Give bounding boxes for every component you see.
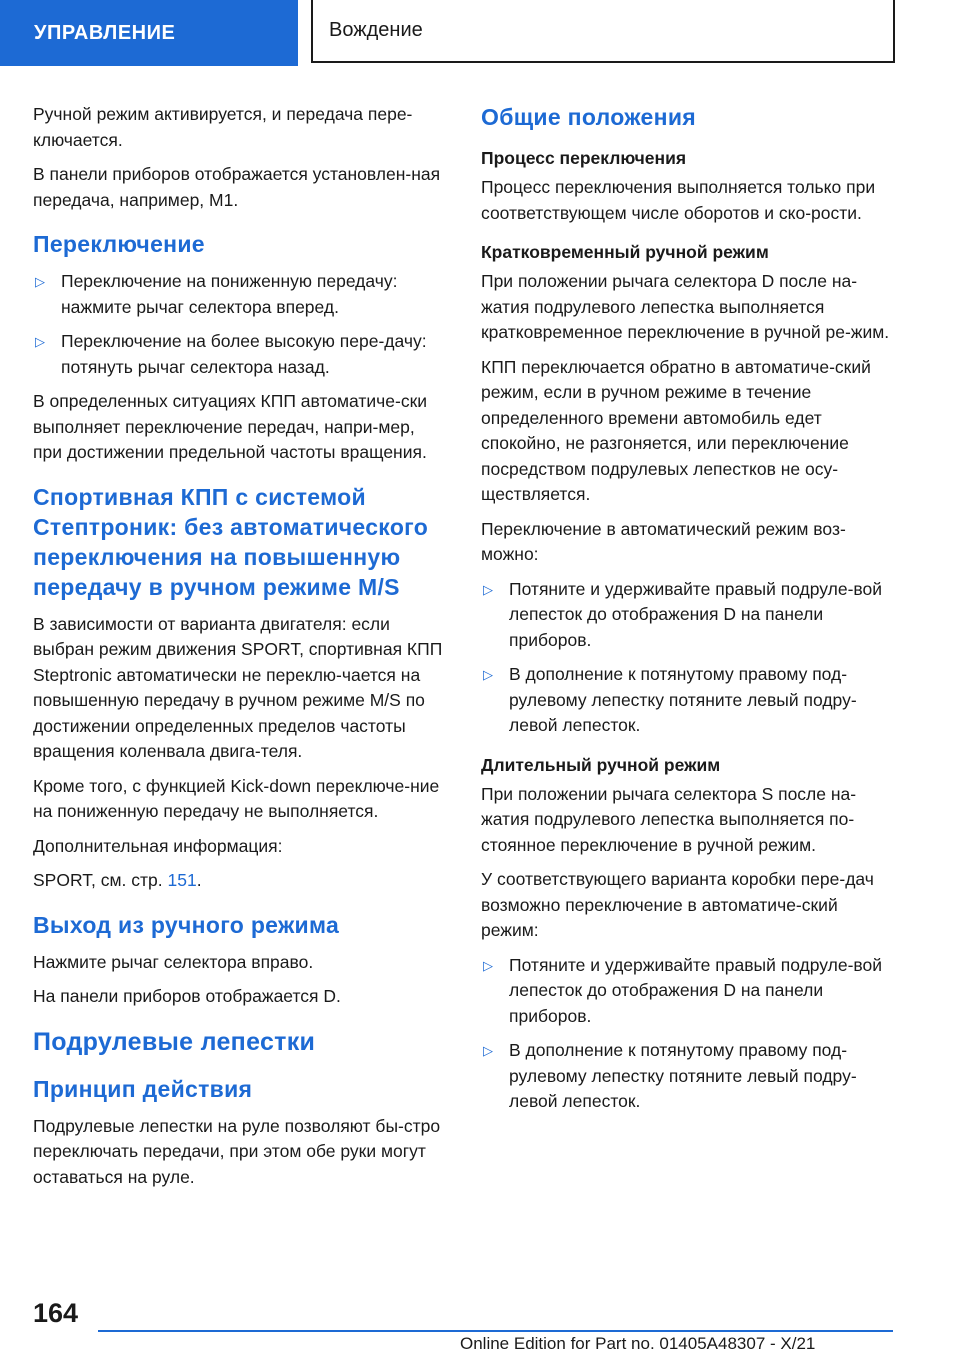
list-item: ▷ Потяните и удерживайте правый подруле-вой лепесток до отображения D на панели приборов. <box>483 954 883 1026</box>
section-title: УПРАВЛЕНИЕ <box>34 21 176 44</box>
left-column <box>33 100 443 1199</box>
paragraph: Переключение в автоматический режим воз-можно: <box>481 518 846 564</box>
triangle-bullet-icon: ▷ <box>483 581 493 597</box>
subheading-long-manual: Длительный ручной режим <box>481 754 721 775</box>
footer-edition: Online Edition for Part no. 01405A48307 - X/21 <box>460 1334 816 1353</box>
paragraph: КПП переключается обратно в автоматиче-ский режим, если в ручном режиме в течение определенного времени автомобиль едет спокойно, не разгоняется, или переключение посредством подрулевых лепестков не осу-ществляется. <box>481 356 871 504</box>
cross-reference: SPORT, см. стр. 151. <box>33 870 202 890</box>
subheading-process: Процесс переключения <box>481 148 687 168</box>
paragraph: Дополнительная информация: <box>33 835 283 856</box>
bullet-list <box>33 269 443 380</box>
triangle-bullet-icon: ▷ <box>483 1043 493 1058</box>
heading-exit: Выход из ручного режима <box>33 911 340 938</box>
page-number: 164 <box>33 1298 79 1328</box>
list-item: ▷ В дополнение к потянутому правому под-рулевому лепестку потяните левый подру-левой лепесток. <box>483 664 857 735</box>
list-item: ▷ Переключение на более высокую пере-дачу: потянуть рычаг селектора назад. <box>35 331 427 377</box>
list-item: ▷ Потяните и удерживайте правый подруле-вой лепесток до отображения D на панели приборов. <box>483 578 883 650</box>
right-column <box>481 100 891 1124</box>
paragraph: Процесс переключения выполняется только при соответствующем числе оборотов и ско-рости. <box>481 177 876 223</box>
paragraph: Подрулевые лепестки на руле позволяют бы-стро переключать передачи, при этом обе руки могут оставаться на руле. <box>33 1115 441 1187</box>
chapter-tab <box>311 0 895 63</box>
paragraph: На панели приборов отображается D. <box>33 986 341 1006</box>
footer-divider <box>98 1330 893 1332</box>
page-link[interactable]: 151 <box>167 870 197 890</box>
heading-switch: Переключение <box>33 231 205 257</box>
list-item: ▷ Переключение на пониженную передачу: нажмите рычаг селектора вперед. <box>35 271 398 317</box>
triangle-bullet-icon: ▷ <box>483 957 493 973</box>
paragraph: Нажмите рычаг селектора вправо. <box>33 951 314 972</box>
list-item: ▷ В дополнение к потянутому правому под-рулевому лепестку потяните левый подру-левой лепесток. <box>483 1040 857 1111</box>
paragraph: В зависимости от варианта двигателя: если выбран режим движения SPORT, спортивная КПП Steptronic автоматически не переклю-чается на повышенную передачу в ручном режиме M/S по достижении определенных пределов частоты вращения коленвала двига-теля. <box>33 613 443 761</box>
heading-sport: Спортивная КПП с системой Стептроник: без автоматического переключения на повышенную передачу в ручном режиме M/S <box>33 483 429 600</box>
bullet-list <box>481 953 891 1115</box>
chapter-title: Вождение <box>329 19 423 41</box>
heading-paddles: Подрулевые лепестки <box>33 1027 316 1056</box>
paragraph: Ручной режим активируется, и передача пере-ключается. <box>33 104 413 150</box>
paragraph: У соответствующего варианта коробки пере-дач возможно переключение в автоматиче-ский режим: <box>481 869 874 940</box>
subheading-short-manual: Кратковременный ручной режим <box>481 242 769 262</box>
paragraph: Кроме того, с функцией Kick-down переключе-ние на пониженную передачу не выполняется. <box>33 775 440 821</box>
paragraph: В панели приборов отображается установлен-ная передача, например, M1. <box>33 164 441 210</box>
heading-general: Общие положения <box>481 104 696 130</box>
triangle-bullet-icon: ▷ <box>35 334 45 349</box>
bullet-list <box>481 577 891 739</box>
paragraph: При положении рычага селектора D после на-жатия подрулевого лепестка выполняется кратковременное переключение в ручной ре-жим. <box>481 271 890 342</box>
heading-principle: Принцип действия <box>33 1075 253 1102</box>
paragraph: При положении рычага селектора S после на-жатия подрулевого лепестка выполняется по-стоянное переключение в ручной режим. <box>481 783 857 855</box>
triangle-bullet-icon: ▷ <box>483 667 493 682</box>
paragraph: В определенных ситуациях КПП автоматиче-ски выполняет переключение передач, напри-мер, при достижении предельной частоты вращения. <box>33 391 427 462</box>
section-tab <box>0 0 298 66</box>
triangle-bullet-icon: ▷ <box>35 274 45 289</box>
